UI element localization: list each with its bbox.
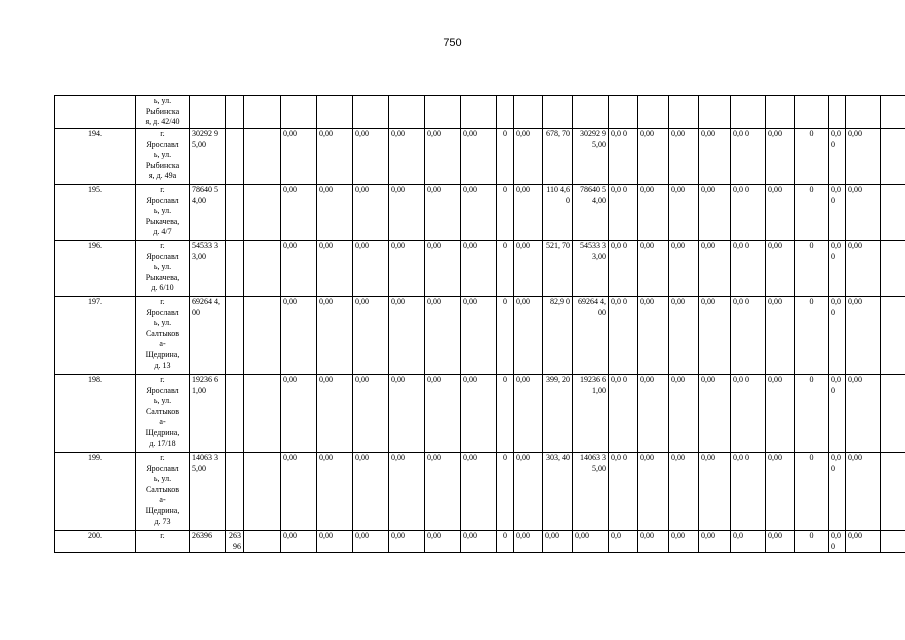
value-cell: 0,00 — [281, 453, 317, 531]
value-cell — [226, 185, 244, 241]
value-cell: 0,00 — [669, 241, 699, 297]
value-cell — [609, 96, 638, 129]
value-cell: 0,00 — [829, 129, 846, 185]
value-cell: 0,00 — [389, 375, 425, 453]
value-cell: 0,00 — [543, 531, 573, 553]
address-line: г. — [160, 185, 165, 194]
value-cell: 0,00 — [461, 129, 497, 185]
value-cell — [317, 96, 353, 129]
address-line: Ярославл — [146, 251, 179, 261]
address-cell — [136, 185, 190, 241]
value-cell: 0,00 — [281, 531, 317, 553]
value-cell: 0,0 — [731, 531, 766, 553]
value-cell — [881, 453, 905, 531]
address-line: ь, ул. — [153, 396, 172, 406]
value-cell: 0,00 — [766, 453, 795, 531]
value-cell: 0,00 — [353, 129, 389, 185]
value-cell: 0,00 — [461, 453, 497, 531]
value-cell: 0 — [497, 185, 514, 241]
address-line: д. 6/10 — [151, 283, 174, 293]
value-cell: 54533 33,00 — [190, 241, 226, 297]
address-line: Салтыков — [145, 484, 180, 494]
value-cell: 0,00 — [846, 185, 881, 241]
data-table — [54, 95, 905, 553]
address-line: Рыкачева, — [145, 216, 180, 226]
value-cell: 0,00 — [638, 453, 669, 531]
address-line: ь, ул. — [153, 96, 172, 105]
value-cell: 0,0 0 — [731, 453, 766, 531]
value-cell — [244, 375, 281, 453]
address-line: ь, ул. — [153, 206, 172, 216]
value-cell: 0,00 — [514, 375, 543, 453]
address-cell — [136, 129, 190, 185]
value-cell: 0,00 — [353, 531, 389, 553]
value-cell: 0 — [795, 185, 829, 241]
address-cell — [136, 453, 190, 531]
value-cell: 0,00 — [425, 453, 461, 531]
address-line: Рыбинска — [145, 160, 180, 170]
table-row — [55, 96, 905, 129]
value-cell — [244, 297, 281, 375]
value-cell: 0,00 — [699, 297, 731, 375]
value-cell: 0,00 — [766, 241, 795, 297]
value-cell — [766, 96, 795, 129]
value-cell — [881, 96, 905, 129]
value-cell: 54533 33,00 — [573, 241, 609, 297]
value-cell: 0,00 — [353, 241, 389, 297]
value-cell: 0,0 0 — [731, 297, 766, 375]
value-cell: 0,00 — [846, 241, 881, 297]
value-cell: 0,0 0 — [609, 129, 638, 185]
value-cell: 19236 61,00 — [573, 375, 609, 453]
address-line: Ярославл — [146, 195, 179, 205]
value-cell: 0,00 — [699, 531, 731, 553]
value-cell: 0,00 — [281, 241, 317, 297]
value-cell: 0 — [497, 453, 514, 531]
value-cell: 0,00 — [669, 453, 699, 531]
value-cell: 0,00 — [389, 185, 425, 241]
value-cell: 0,00 — [669, 375, 699, 453]
value-cell: 0 — [795, 531, 829, 553]
row-number-cell: 199. — [55, 453, 136, 531]
value-cell: 0 — [497, 129, 514, 185]
value-cell: 0 — [497, 241, 514, 297]
row-number-cell: 195. — [55, 185, 136, 241]
value-cell — [190, 96, 226, 129]
value-cell: 0,0 0 — [609, 297, 638, 375]
value-cell: 0 — [795, 297, 829, 375]
value-cell: 0,00 — [514, 453, 543, 531]
value-cell: 0,00 — [317, 375, 353, 453]
address-line: г. — [160, 241, 165, 250]
value-cell — [881, 241, 905, 297]
value-cell: 0,00 — [514, 241, 543, 297]
address-line: а- — [159, 495, 166, 505]
value-cell — [244, 241, 281, 297]
value-cell: 0,00 — [317, 241, 353, 297]
value-cell: 0 — [795, 453, 829, 531]
value-cell — [514, 96, 543, 129]
value-cell: 78640 54,00 — [573, 185, 609, 241]
address-line: г. — [160, 297, 165, 306]
value-cell: 0,00 — [638, 375, 669, 453]
address-line: Щедрина, — [145, 349, 180, 359]
value-cell — [425, 96, 461, 129]
value-cell: 0,00 — [699, 185, 731, 241]
table-row — [55, 453, 905, 531]
value-cell: 0,0 0 — [609, 375, 638, 453]
value-cell: 0 — [497, 375, 514, 453]
value-cell: 0,0 0 — [609, 185, 638, 241]
value-cell: 30292 95,00 — [190, 129, 226, 185]
table-row — [55, 185, 905, 241]
value-cell: 26396 — [226, 531, 244, 553]
value-cell: 0,00 — [846, 297, 881, 375]
value-cell: 0,00 — [699, 241, 731, 297]
value-cell: 0,00 — [638, 241, 669, 297]
value-cell: 0,00 — [425, 375, 461, 453]
value-cell: 0,00 — [766, 375, 795, 453]
address-line: Салтыков — [145, 406, 180, 416]
row-number-cell: 197. — [55, 297, 136, 375]
value-cell: 399, 20 — [543, 375, 573, 453]
value-cell: 0,00 — [846, 375, 881, 453]
value-cell: 0,00 — [699, 453, 731, 531]
value-cell: 0,00 — [846, 129, 881, 185]
value-cell: 0 — [795, 375, 829, 453]
value-cell: 0,00 — [281, 129, 317, 185]
address-line: а- — [159, 417, 166, 427]
value-cell: 0,00 — [425, 241, 461, 297]
row-number-cell: 198. — [55, 375, 136, 453]
value-cell — [244, 129, 281, 185]
value-cell — [731, 96, 766, 129]
value-cell — [881, 185, 905, 241]
value-cell: 0,00 — [699, 375, 731, 453]
value-cell — [353, 96, 389, 129]
value-cell — [226, 453, 244, 531]
address-line: я, д. 42/40 — [145, 117, 180, 127]
value-cell: 0,0 0 — [609, 241, 638, 297]
table-row — [55, 241, 905, 297]
value-cell: 0,00 — [425, 129, 461, 185]
address-cell — [136, 297, 190, 375]
address-cell — [136, 375, 190, 453]
address-line: г. — [160, 375, 165, 384]
value-cell: 0,00 — [669, 185, 699, 241]
value-cell: 0,00 — [281, 375, 317, 453]
address-line: Щедрина, — [145, 427, 180, 437]
value-cell: 0,00 — [846, 453, 881, 531]
value-cell — [881, 375, 905, 453]
value-cell — [846, 96, 881, 129]
value-cell: 0,00 — [461, 185, 497, 241]
value-cell: 0,00 — [425, 185, 461, 241]
value-cell: 0,00 — [461, 375, 497, 453]
value-cell: 0,0 0 — [731, 375, 766, 453]
address-line: а- — [159, 339, 166, 349]
address-line: Ярославл — [146, 139, 179, 149]
value-cell: 0,00 — [514, 185, 543, 241]
value-cell: 0,00 — [829, 453, 846, 531]
value-cell — [244, 185, 281, 241]
value-cell: 0,00 — [514, 129, 543, 185]
value-cell — [795, 96, 829, 129]
address-cell — [136, 241, 190, 297]
value-cell: 0 — [795, 241, 829, 297]
value-cell: 0 — [497, 531, 514, 553]
value-cell — [881, 129, 905, 185]
value-cell: 0,00 — [389, 241, 425, 297]
value-cell: 0,0 — [609, 531, 638, 553]
address-line: Щедрина, — [145, 505, 180, 515]
row-number-cell — [55, 96, 136, 129]
table-row — [55, 129, 905, 185]
value-cell: 0,00 — [829, 297, 846, 375]
value-cell: 0,00 — [389, 453, 425, 531]
value-cell: 0,00 — [317, 531, 353, 553]
value-cell: 0,0 0 — [731, 129, 766, 185]
value-cell: 303, 40 — [543, 453, 573, 531]
value-cell: 69264 4,00 — [573, 297, 609, 375]
value-cell: 0,00 — [425, 531, 461, 553]
value-cell: 0,00 — [281, 297, 317, 375]
value-cell: 0,00 — [461, 241, 497, 297]
value-cell: 0,00 — [846, 531, 881, 553]
value-cell: 0,00 — [353, 453, 389, 531]
address-line: Салтыков — [145, 328, 180, 338]
value-cell: 0,00 — [317, 297, 353, 375]
address-line: ь, ул. — [153, 150, 172, 160]
page-number: 750 — [443, 37, 462, 49]
value-cell: 0,00 — [461, 297, 497, 375]
value-cell — [669, 96, 699, 129]
address-line: Ярославл — [146, 463, 179, 473]
value-cell: 14063 35,00 — [573, 453, 609, 531]
value-cell: 0,0 0 — [609, 453, 638, 531]
value-cell: 678, 70 — [543, 129, 573, 185]
address-line: Рыбинска — [145, 106, 180, 116]
address-line: г. — [160, 531, 165, 540]
value-cell: 0,00 — [669, 297, 699, 375]
value-cell: 521, 70 — [543, 241, 573, 297]
value-cell: 0,00 — [317, 185, 353, 241]
value-cell: 0,00 — [766, 297, 795, 375]
address-line: д. 13 — [154, 360, 171, 370]
value-cell — [244, 531, 281, 553]
address-line: д. 4/7 — [153, 227, 172, 237]
row-number-cell: 196. — [55, 241, 136, 297]
value-cell — [829, 96, 846, 129]
value-cell: 0,00 — [389, 129, 425, 185]
value-cell — [497, 96, 514, 129]
table-body — [55, 96, 905, 553]
value-cell: 0,00 — [514, 297, 543, 375]
value-cell: 0,00 — [353, 375, 389, 453]
value-cell — [226, 241, 244, 297]
value-cell: 19236 61,00 — [190, 375, 226, 453]
table-row — [55, 375, 905, 453]
value-cell: 0,00 — [669, 129, 699, 185]
address-line: Рыкачева, — [145, 272, 180, 282]
value-cell: 78640 54,00 — [190, 185, 226, 241]
address-line: д. 17/18 — [149, 438, 176, 448]
value-cell: 0,00 — [829, 375, 846, 453]
value-cell — [573, 96, 609, 129]
value-cell: 0,00 — [353, 185, 389, 241]
value-cell: 0,00 — [317, 453, 353, 531]
value-cell: 0,00 — [389, 297, 425, 375]
address-line: ь, ул. — [153, 262, 172, 272]
value-cell: 0,00 — [829, 185, 846, 241]
value-cell: 0,00 — [669, 531, 699, 553]
value-cell: 0,00 — [766, 531, 795, 553]
value-cell: 82,9 0 — [543, 297, 573, 375]
value-cell — [244, 453, 281, 531]
value-cell: 14063 35,00 — [190, 453, 226, 531]
value-cell: 110 4,60 — [543, 185, 573, 241]
value-cell: 0 — [497, 297, 514, 375]
value-cell — [389, 96, 425, 129]
value-cell — [244, 96, 281, 129]
value-cell: 0,00 — [766, 185, 795, 241]
address-line: г. — [160, 129, 165, 138]
value-cell: 0,00 — [638, 129, 669, 185]
value-cell: 0,00 — [389, 531, 425, 553]
value-cell: 26396 — [190, 531, 226, 553]
value-cell: 0,00 — [699, 129, 731, 185]
value-cell: 0,00 — [829, 531, 846, 553]
value-cell — [226, 297, 244, 375]
value-cell — [699, 96, 731, 129]
row-number-cell: 194. — [55, 129, 136, 185]
address-line: ь, ул. — [153, 474, 172, 484]
value-cell: 0 — [795, 129, 829, 185]
value-cell: 0,00 — [461, 531, 497, 553]
address-line: я, д. 49а — [148, 171, 177, 181]
address-line: Ярославл — [146, 307, 179, 317]
address-line: г. — [160, 453, 165, 462]
value-cell: 0,00 — [638, 185, 669, 241]
value-cell — [543, 96, 573, 129]
value-cell: 0,00 — [638, 297, 669, 375]
value-cell: 0,00 — [425, 297, 461, 375]
value-cell: 0,00 — [353, 297, 389, 375]
value-cell — [881, 297, 905, 375]
value-cell: 30292 95,00 — [573, 129, 609, 185]
value-cell — [638, 96, 669, 129]
value-cell: 69264 4,00 — [190, 297, 226, 375]
value-cell: 0,00 — [317, 129, 353, 185]
row-number-cell: 200. — [55, 531, 136, 553]
value-cell — [226, 375, 244, 453]
value-cell: 0,0 0 — [731, 241, 766, 297]
value-cell: 0,0 0 — [731, 185, 766, 241]
table-row — [55, 531, 905, 553]
address-line: д. 73 — [154, 516, 171, 526]
value-cell — [226, 129, 244, 185]
value-cell: 0,00 — [573, 531, 609, 553]
value-cell — [881, 531, 905, 553]
address-line: ь, ул. — [153, 318, 172, 328]
value-cell: 0,00 — [829, 241, 846, 297]
value-cell — [281, 96, 317, 129]
value-cell — [226, 96, 244, 129]
address-cell — [136, 96, 190, 129]
value-cell: 0,00 — [281, 185, 317, 241]
value-cell: 0,00 — [638, 531, 669, 553]
value-cell: 0,00 — [766, 129, 795, 185]
table-row — [55, 297, 905, 375]
value-cell: 0,00 — [514, 531, 543, 553]
address-cell — [136, 531, 190, 553]
address-line: Ярославл — [146, 385, 179, 395]
value-cell — [461, 96, 497, 129]
